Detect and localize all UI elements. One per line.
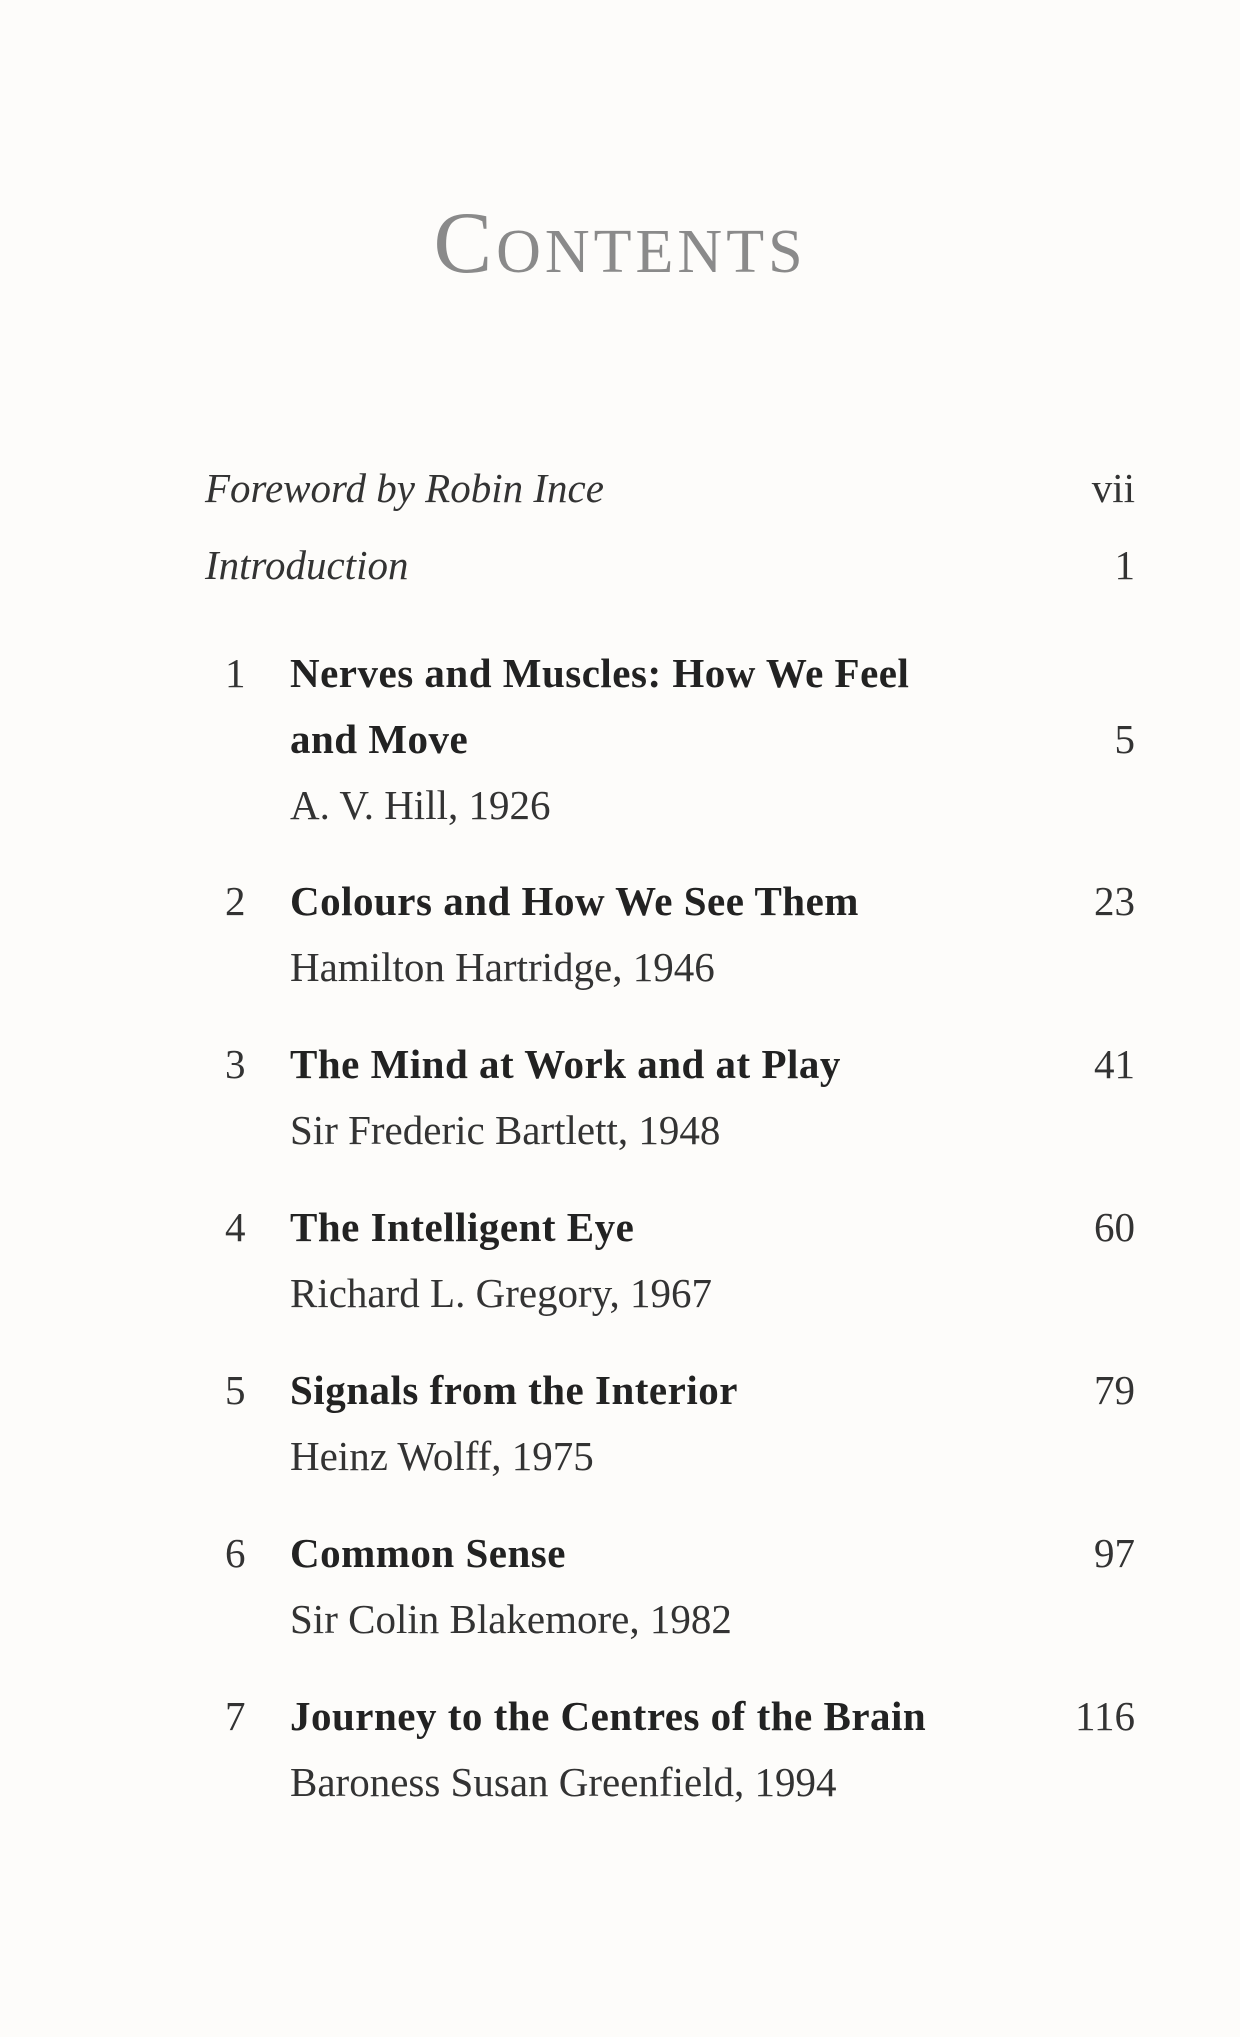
toc-front-label: Introduction <box>205 542 409 588</box>
chapter-title: The Intelligent Eye <box>290 1204 635 1250</box>
toc-page-number: 116 <box>1075 1693 1135 1739</box>
toc-page-number: 97 <box>1094 1530 1135 1576</box>
chapter-body <box>290 1031 1035 1163</box>
chapter-body <box>290 1683 1035 1815</box>
chapter-author: Heinz Wolff, 1975 <box>290 1433 594 1479</box>
chapter-author: Richard L. Gregory, 1967 <box>290 1270 713 1316</box>
toc-page-number: 1 <box>1114 542 1135 588</box>
chapter-body <box>290 1357 1035 1489</box>
chapter-title-continued: and Move <box>290 716 469 762</box>
chapter-body <box>290 868 1035 1000</box>
chapter-number: 3 <box>225 1041 246 1087</box>
chapter-author: Sir Frederic Bartlett, 1948 <box>290 1107 721 1153</box>
chapter-body <box>290 1194 1035 1326</box>
chapter-body <box>290 640 1035 838</box>
toc-page-number: 41 <box>1094 1041 1135 1087</box>
toc-page-number: vii <box>1091 465 1135 511</box>
chapter-title: The Mind at Work and at Play <box>290 1041 841 1087</box>
chapter-number: 6 <box>225 1530 246 1576</box>
chapter-number: 7 <box>225 1693 246 1739</box>
chapter-number: 4 <box>225 1204 246 1250</box>
toc-front-item-introduction[interactable] <box>205 542 1135 588</box>
chapter-title: Nerves and Muscles: How We Feel <box>290 650 910 696</box>
chapter-number: 5 <box>225 1367 246 1413</box>
chapter-author: Baroness Susan Greenfield, 1994 <box>290 1759 837 1805</box>
chapter-number: 1 <box>225 650 246 696</box>
chapter-body <box>290 1520 1035 1652</box>
chapter-author: Sir Colin Blakemore, 1982 <box>290 1596 732 1642</box>
toc-page-number: 60 <box>1094 1204 1135 1250</box>
chapter-title: Journey to the Centres of the Brain <box>290 1693 927 1739</box>
toc-front-item-foreword[interactable] <box>205 465 1135 511</box>
toc-front-label: Foreword by Robin Ince <box>205 465 604 511</box>
page-title: Contents <box>433 195 807 292</box>
toc-page-number: 23 <box>1094 878 1135 924</box>
chapter-author: A. V. Hill, 1926 <box>290 782 551 828</box>
chapter-title: Signals from the Interior <box>290 1367 738 1413</box>
toc-page-number: 5 <box>1114 716 1135 762</box>
chapter-author: Hamilton Hartridge, 1946 <box>290 944 715 990</box>
chapter-title: Colours and How We See Them <box>290 878 859 924</box>
chapter-number: 2 <box>225 878 246 924</box>
chapter-title: Common Sense <box>290 1530 566 1576</box>
toc-page-number: 79 <box>1094 1367 1135 1413</box>
